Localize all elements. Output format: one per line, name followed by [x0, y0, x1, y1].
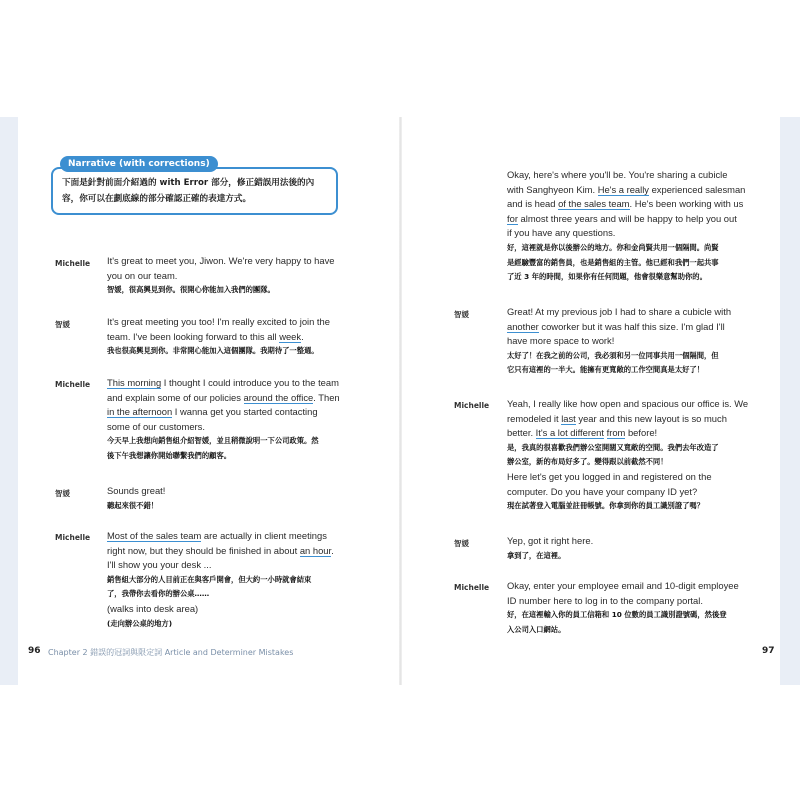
text-run: .	[331, 544, 334, 556]
dialogue-block	[507, 168, 745, 285]
corrected-phrase: Most of the sales team	[107, 530, 202, 541]
text-run: (走向辦公桌的地方)	[107, 618, 173, 628]
chinese-translation-line	[107, 617, 334, 632]
speaker-label: 智媛	[454, 539, 469, 548]
section-tag: Narrative (with corrections)	[60, 156, 218, 172]
english-line	[507, 485, 748, 500]
text-run: (walks into desk area)	[107, 602, 199, 614]
text-run: computer. Do you have your company ID yet?	[507, 485, 698, 497]
text-run: 入公司入口網站。	[507, 624, 566, 634]
english-line	[107, 529, 334, 544]
note-text	[62, 175, 332, 207]
chinese-translation-line	[507, 349, 731, 364]
speaker-label: 智媛	[454, 310, 469, 319]
chinese-translation-line	[107, 344, 330, 359]
english-line	[107, 420, 340, 435]
text-run: before!	[625, 427, 658, 439]
english-line	[507, 397, 748, 412]
text-run: . He's been working with us	[629, 198, 744, 210]
text-run: 是，我真的很喜歡我們辦公室開闊又寬敞的空間。我們去年改造了	[507, 442, 719, 452]
text-run: 後下午我想讓你開始聯繫我們的顧客。	[107, 450, 232, 460]
english-line	[507, 594, 739, 609]
english-line	[507, 320, 731, 335]
text-run: remodeled it	[507, 412, 562, 424]
text-run: ID number here to log in to the company portal.	[507, 594, 703, 606]
text-run: almost three years and will be happy to help you out	[517, 212, 737, 224]
text-run: 太好了！在我之前的公司，我必須和另一位同事共用一個隔間，但	[507, 350, 719, 360]
text-run: and explain some of our policies	[107, 391, 244, 403]
chinese-translation-line	[507, 363, 731, 378]
text-run: 聽起來很不錯！	[107, 500, 159, 510]
text-run: and is head	[507, 198, 559, 210]
text-run: .	[301, 330, 304, 342]
english-line	[507, 168, 745, 183]
english-line	[507, 426, 748, 441]
chinese-translation-line	[507, 499, 748, 514]
english-line	[107, 391, 340, 406]
text-run: 現在試著登入電腦並註冊帳號。你拿到你的員工識別證了嗎？	[507, 501, 705, 511]
corrected-phrase: of the sales team	[558, 198, 630, 210]
text-run: 它只有這裡的一半大。能擁有更寬敞的工作空間真是太好了！	[507, 365, 705, 375]
text-run: I wanna get you started contacting	[172, 406, 318, 418]
english-line	[107, 315, 330, 330]
dialogue-block	[507, 579, 739, 637]
text-run: Yep, got it right here.	[507, 535, 594, 546]
page-edge-left	[0, 117, 18, 685]
english-line	[107, 484, 165, 499]
speaker-label: Michelle	[55, 380, 91, 389]
speaker-label: Michelle	[55, 533, 91, 542]
text-run: Okay, enter your employee email and 10-digit employee	[507, 580, 739, 591]
chapter-title: Chapter 2 錯誤的冠詞與限定詞 Article and Determiner Mistakes	[48, 648, 294, 657]
text-run: Yeah, I really like how open and spacious our office is. We	[507, 398, 749, 409]
english-line	[507, 212, 745, 227]
chinese-translation-line	[107, 283, 334, 298]
page-number-left: 96	[28, 646, 41, 656]
speaker-label: Michelle	[454, 583, 490, 592]
text-run: coworker but it was half this size. I'm glad I'll	[538, 320, 725, 332]
text-run: with Sanghyeon Kim.	[507, 183, 598, 195]
text-run: experienced salesman	[648, 183, 746, 195]
english-line	[107, 254, 334, 269]
text-run: Here let's get you logged in and registered on the	[507, 470, 712, 482]
chinese-translation-line	[507, 256, 745, 271]
dialogue-block	[507, 397, 748, 514]
note-line-2: 容，你可以在劃底線的部分確認正確的表達方式。	[62, 194, 252, 204]
english-line	[107, 558, 334, 573]
corrected-phrase: It's a lot different	[535, 427, 604, 439]
text-run: better.	[507, 427, 536, 439]
text-run: 了近 3 年的時間，如果你有任何問題，他會很樂意幫助你的。	[507, 272, 707, 282]
text-run: year and this new layout is so much	[575, 412, 727, 424]
corrected-phrase: He's a really	[597, 183, 649, 195]
text-run: It's great meeting you too! I'm really excited to join the	[107, 316, 330, 327]
text-run: Great! At my previous job I had to share a cubicle with	[507, 306, 732, 317]
text-run: I thought I could introduce you to the team	[161, 377, 339, 388]
corrected-phrase: last	[561, 412, 576, 424]
english-line	[107, 602, 334, 617]
dialogue-block	[107, 254, 334, 298]
text-run: are actually in client meetings	[201, 530, 327, 541]
dialogue-block	[507, 534, 593, 563]
text-run: 好，這裡就是你以後辦公的地方。你和金尚賢共用一個隔間。尚賢	[507, 242, 719, 252]
page-edge-right	[780, 117, 800, 685]
english-line	[507, 305, 731, 320]
chinese-translation-line	[507, 549, 593, 564]
page-number-right: 97	[762, 646, 775, 656]
english-line	[107, 544, 334, 559]
english-line	[507, 197, 745, 212]
english-line	[107, 376, 340, 391]
chinese-translation-line	[507, 455, 748, 470]
speaker-label: Michelle	[55, 259, 91, 268]
dialogue-block	[107, 376, 340, 464]
text-run: 是經驗豐富的銷售員，也是銷售組的主管。他已經和我們一起共事	[507, 257, 719, 267]
corrected-phrase: around the office	[243, 391, 314, 403]
english-line	[507, 412, 748, 427]
english-line	[507, 579, 739, 594]
text-run: you on our team.	[107, 269, 178, 281]
chinese-translation-line	[507, 623, 739, 638]
book-gutter	[399, 117, 402, 685]
english-line	[107, 330, 330, 345]
text-run: 好，在這裡輸入你的員工信箱和 10 位數的員工識別證號碼，然後登	[507, 610, 727, 620]
english-line	[107, 405, 340, 420]
text-run: have more space to work!	[507, 335, 615, 347]
chinese-translation-line	[107, 587, 334, 602]
chinese-translation-line	[507, 608, 739, 623]
text-run: team. I've been looking forward to this all	[107, 330, 280, 342]
dialogue-block	[107, 529, 334, 631]
text-run: right now, but they should be finished in about	[107, 544, 300, 556]
corrected-phrase: an hour	[299, 544, 332, 556]
text-run: It's great to meet you, Jiwon. We're very happy to have	[107, 255, 335, 266]
english-line	[507, 534, 593, 549]
chinese-translation-line	[507, 441, 748, 456]
chinese-translation-line	[507, 270, 745, 285]
dialogue-block	[107, 484, 165, 513]
text-run: Sounds great!	[107, 485, 166, 496]
speaker-label: 智媛	[55, 489, 70, 498]
corrected-phrase: from	[606, 427, 626, 439]
dialogue-block	[507, 305, 731, 378]
chinese-translation-line	[107, 573, 334, 588]
speaker-label: 智媛	[55, 320, 70, 329]
text-run: I'll show you your desk ...	[107, 559, 212, 571]
text-run: 辦公室，新的布局好多了。變得跟以前截然不同！	[507, 457, 668, 467]
text-run: Okay, here's where you'll be. You're sharing a cubicle	[507, 169, 728, 180]
corrected-phrase: for	[507, 212, 518, 224]
text-run: 今天早上我想向銷售組介紹智媛，並且稍微說明一下公司政策。然	[107, 436, 319, 446]
text-run: 了，我帶你去看你的辦公桌……	[107, 589, 210, 599]
text-run: 拿到了，在這裡。	[507, 550, 566, 560]
text-run: 智媛，很高興見到你。很開心你能加入我們的團隊。	[107, 285, 275, 295]
note-line-1: 下面是針對前面介紹過的 with Error 部分，修正錯誤用法後的內	[62, 178, 315, 188]
text-run: if you have any questions.	[507, 227, 616, 239]
text-run: 銷售組大部分的人目前正在與客戶開會，但大約一小時就會結束	[107, 574, 312, 584]
text-run: 我也很高興見到你。非常開心能加入這個團隊。我期待了一整週。	[107, 346, 319, 356]
text-run: . Then	[313, 391, 340, 403]
corrected-phrase: This morning	[107, 377, 162, 388]
english-line	[507, 334, 731, 349]
english-line	[507, 226, 745, 241]
dialogue-block	[107, 315, 330, 359]
corrected-phrase: another	[507, 320, 539, 332]
english-line	[107, 269, 334, 284]
corrected-phrase: week	[279, 330, 302, 342]
corrected-phrase: in the afternoon	[107, 406, 173, 418]
chinese-translation-line	[107, 434, 340, 449]
speaker-label: Michelle	[454, 401, 490, 410]
chinese-translation-line	[107, 449, 340, 464]
text-run: some of our customers.	[107, 420, 205, 432]
chinese-translation-line	[507, 241, 745, 256]
english-line	[507, 470, 748, 485]
chinese-translation-line	[107, 499, 165, 514]
english-line	[507, 183, 745, 198]
